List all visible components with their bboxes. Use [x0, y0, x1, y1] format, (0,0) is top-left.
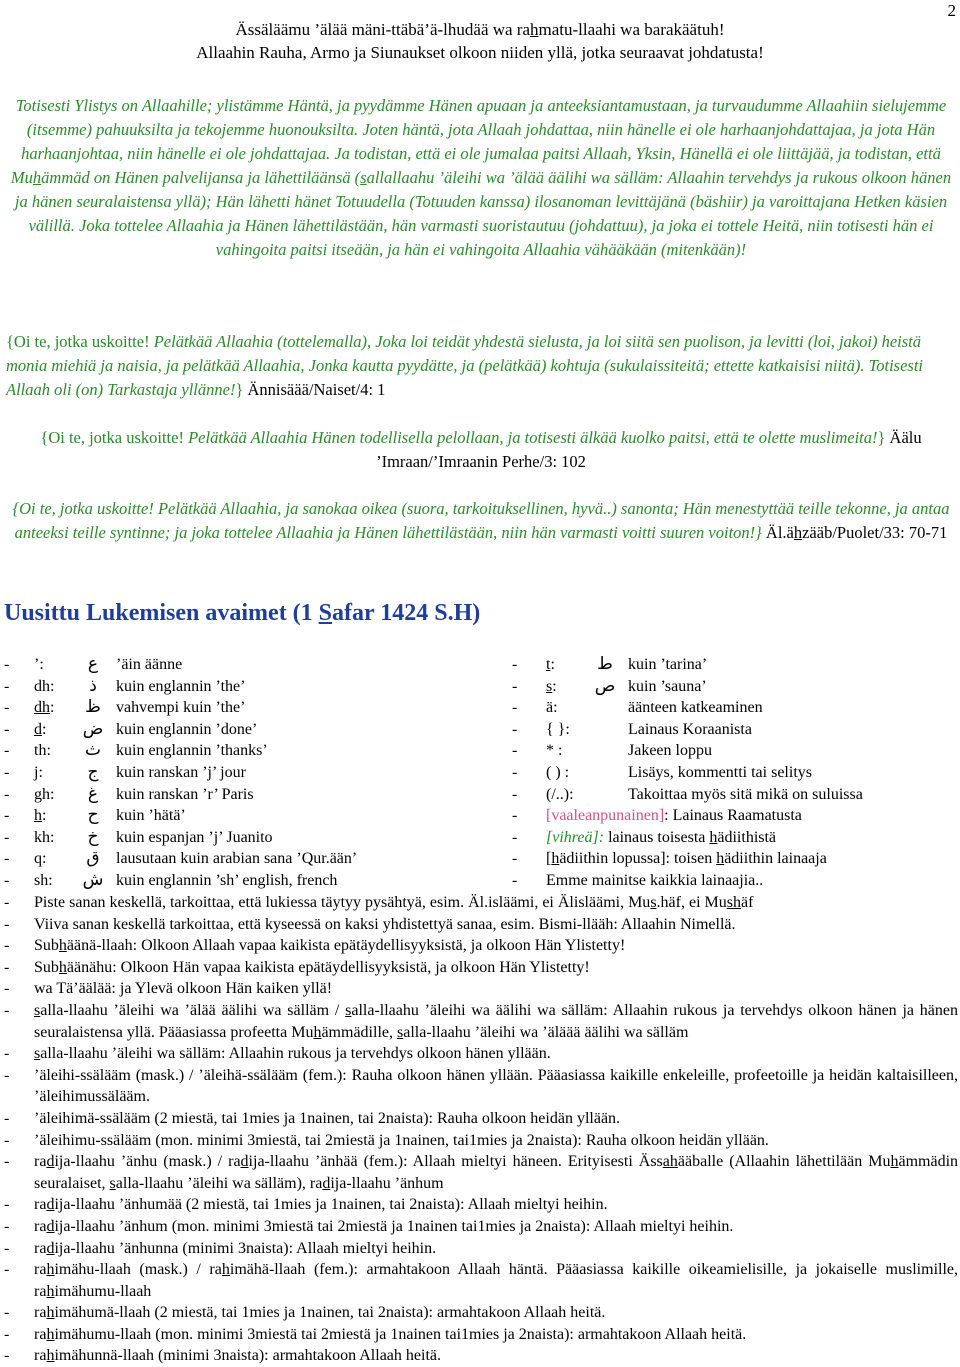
- glossary-text: ija-llaahu ’änhu (mask.) / ra: [54, 1153, 241, 1171]
- intro-sentence-4: Joka tottelee Allaahia ja Hänen lähettilästään, hän varmasti suoristautuu (johdattuu), ja joka ei tottele Heitä, niin totisesti hän ei vahingoita paitsi itseään, ja hän ei vahingoita Allaahia vähääkään (mitenkään)!: [79, 216, 934, 259]
- key-letter-text: dh: [34, 699, 50, 717]
- key-row: [512, 870, 957, 892]
- text-fragment-underlined: s: [360, 168, 367, 187]
- glossary-text: imähunnä-llaah (minimi 3naista): armahtakoon Allaah heitä.: [54, 1347, 441, 1365]
- glossary-text: alla-llaahu ’äleihi wa sälläm), ra: [115, 1174, 323, 1192]
- glossary-text-underlined: d: [240, 1153, 249, 1171]
- glossary-text: ämmädille,: [321, 1023, 397, 1041]
- key-letter-text: dh:: [34, 677, 55, 695]
- key-dash: -: [512, 699, 518, 717]
- glossary-text-underlined: d: [46, 1239, 55, 1257]
- glossary-dash: -: [4, 1239, 10, 1257]
- key-row: [512, 784, 957, 806]
- verse-lead: Oi te, jotka uskoitte!: [48, 428, 184, 447]
- greeting-line-1: [60, 18, 900, 41]
- glossary-text-underlined: h: [58, 958, 67, 976]
- key-dash: -: [512, 828, 518, 846]
- glossary-dash: -: [4, 1045, 10, 1063]
- key-entry-text: ädiithistä: [717, 828, 777, 846]
- key-row: [512, 719, 957, 741]
- glossary-text: alla-llaahu ’äleihi wa ’älää äälihi wa sälläm /: [40, 1001, 346, 1019]
- glossary-text: ääballe (Allaahin lähettilään Mu: [677, 1153, 891, 1171]
- key-entry-text-underlined: h: [716, 850, 725, 868]
- glossary-text-underlined: sh: [726, 894, 741, 911]
- glossary-text: Piste sanan keskellä, tarkoittaa, että lukiessa täytyy pysähtyä, esim. Äl.isläämi, ei Älisläämi, Mu: [34, 894, 651, 911]
- glossary-text-underlined: h: [58, 937, 67, 955]
- key-letter-text: ( ) :: [546, 763, 570, 781]
- glossary-text-underlined: s: [109, 1174, 116, 1192]
- glossary-text: ija-llaahu ’änhum (mon. minimi 3miestä tai 2miestä ja 1nainen tai1mies ja 2naista): Allaah mieltyi heihin.: [54, 1217, 734, 1235]
- glossary-item: [4, 1345, 958, 1367]
- key-dash: -: [4, 656, 10, 673]
- greeting-header: [60, 18, 900, 64]
- glossary-text: ra: [34, 1217, 47, 1235]
- key-dash: -: [512, 720, 518, 738]
- key-description: kuin ’hätä’: [116, 807, 186, 825]
- glossary-item: [4, 1302, 958, 1324]
- key-description: vahvempi kuin ’the’: [116, 699, 246, 717]
- glossary-text: ija-llaahu ’änhunna (minimi 3naista): Allaah mieltyi heihin.: [54, 1239, 437, 1257]
- intro-sentence-2: Joten häntä, jota Allaah johdattaa, niin hänelle ei ole harhaanjohdattajaa, ja jota Hän harhaanjohtaa, niin hänelle ei ole johdattajaa.: [21, 120, 936, 163]
- arabic-letter: ج: [87, 761, 99, 782]
- key-dash: -: [512, 785, 518, 803]
- key-dash: -: [4, 828, 10, 846]
- glossary-text-underlined: ah: [662, 1153, 678, 1171]
- key-letter-text: s: [546, 677, 553, 695]
- key-description: lausutaan kuin arabian sana ’Qur.ään’: [116, 850, 358, 868]
- glossary-dash: -: [4, 1196, 10, 1214]
- verse-lead: Oi te, jotka uskoitte!: [13, 332, 150, 351]
- key-dash: -: [4, 763, 10, 781]
- key-dash: -: [512, 850, 518, 868]
- title-fragment-underlined: S: [318, 600, 333, 626]
- glossary-text: Sub: [34, 958, 59, 976]
- key-row: [512, 848, 957, 870]
- key-letter-text: { }:: [546, 720, 570, 738]
- key-row: [4, 784, 494, 806]
- arabic-letter: ص: [594, 675, 616, 696]
- glossary-item: [4, 1194, 958, 1216]
- glossary-text-underlined: h: [46, 1282, 55, 1300]
- glossary-item: [4, 1216, 958, 1238]
- reading-key-left-column: [4, 654, 494, 892]
- quran-verse-3: [6, 497, 956, 545]
- glossary-text-underlined: h: [46, 1304, 55, 1322]
- key-description: kuin espanjan ’j’ Juanito: [116, 828, 273, 846]
- key-letter: [34, 762, 70, 784]
- text-fragment: allallaahu ’äleihi wa ’älää äälihi wa sälläm: Allaahin tervehdys ja rukous olkoon hänen ja hänen seuralaistensa yllä); Hän lähetti hänet Totuudella (Totuuden kanssa) ilosanoman levittäjänä (bäshiir) ja varoittajana Hetken käsien välillä.: [14, 168, 952, 235]
- glossary-text: imähumu-llaah (mon. minimi 3miestä tai 2miestä ja 1nainen tai1mies ja 2naista): armahtakoon Allaah heitä.: [54, 1325, 747, 1343]
- glossary-item: [4, 957, 958, 979]
- glossary-text-underlined: s: [650, 894, 657, 911]
- glossary-text-underlined: h: [221, 1261, 230, 1279]
- arabic-letter: خ: [87, 826, 99, 847]
- glossary-text: ra: [34, 1261, 47, 1279]
- key-description: kuin englannin ’done’: [116, 720, 258, 738]
- intro-sentence-1: Totisesti Ylistys on Allaahille; ylistämme Häntä, ja pyydämme Hänen apuaan ja anteeksiantamustaan, ja turvaudumme Allaahiin sielujemme (itsemme) pahuuksilta ja tekojemme huonouksilta.: [15, 96, 947, 139]
- key-letter: [546, 784, 582, 806]
- key-entry-text: Emme mainitse kaikkia lainaajia..: [546, 871, 764, 889]
- key-dash: -: [4, 742, 10, 760]
- glossary-text-underlined: s: [34, 1001, 41, 1019]
- key-entry-text: [vihreä]:: [546, 828, 605, 846]
- key-dash: -: [4, 850, 10, 868]
- verse-close-brace: }: [877, 428, 886, 447]
- greeting-text: matu-llaahi wa barakäätuh!: [538, 20, 725, 39]
- arabic-letter: ق: [86, 848, 100, 869]
- glossary-text-underlined: d: [46, 1217, 55, 1235]
- glossary-text-underlined: h: [313, 1023, 322, 1041]
- glossary-item: [4, 1130, 958, 1152]
- text-fragment-underlined: h: [32, 168, 42, 187]
- glossary-text: äänä-llaah: Olkoon Allaah vapaa kaikista epätäydellisyyksistä, ja olkoon Hän Ylistetty!: [66, 937, 626, 955]
- glossary-dash: -: [4, 937, 10, 955]
- key-letter-text: (/..):: [546, 785, 574, 803]
- key-letter-suffix: :: [42, 720, 47, 738]
- glossary-dash: -: [4, 1217, 10, 1235]
- glossary-dash: -: [4, 1325, 10, 1343]
- glossary-item: [4, 914, 958, 936]
- key-letter-text: th:: [34, 742, 51, 760]
- key-row: [4, 805, 494, 827]
- arabic-letter: ث: [84, 740, 101, 761]
- glossary-text: ra: [34, 1196, 47, 1214]
- glossary-text: alla-llaahu ’äleihi wa äälihi wa sälläm: Allaahin rukous ja tervehdys olkoon hänen ja hänen seuralaistensa yllä. Pääasiassa profeetta Mu: [34, 1001, 959, 1041]
- glossary-text: Viiva sanan keskellä tarkoittaa, että kyseessä on kaksi yhdistettyä sanaa, esim. Bismi-llääh: Allaahin Nimellä.: [34, 915, 736, 933]
- key-letter: [546, 719, 582, 741]
- key-description: kuin ranskan ’r’ Paris: [116, 785, 254, 803]
- key-letter: [34, 805, 70, 827]
- text-fragment: Ja todistan, että ei ole jumalaa paitsi Allaah, Yksin, Hänellä ei ole liittäjää, ja todistan, että Mu: [10, 144, 941, 187]
- glossary-text: alla-llaahu ’äleihi wa ’äläää äälihi wa sälläm: [403, 1023, 689, 1041]
- glossary-text-underlined: s: [34, 1045, 41, 1063]
- key-letter-text: h: [34, 807, 42, 825]
- key-dash: -: [512, 656, 518, 673]
- key-letter-text: ’:: [34, 656, 44, 673]
- key-letter-text: q:: [34, 850, 47, 868]
- glossary-text-underlined: s: [345, 1001, 352, 1019]
- key-dash: -: [4, 720, 10, 738]
- glossary-text-underlined: d: [322, 1174, 331, 1192]
- title-fragment: afar 1424 S.H): [332, 600, 481, 626]
- key-description: kuin englannin ’the’: [116, 677, 246, 695]
- key-row: [4, 827, 494, 849]
- glossary-text-underlined: h: [46, 1261, 55, 1279]
- key-letter-text: sh:: [34, 871, 53, 889]
- glossary-item: [4, 978, 958, 1000]
- glossary-text: ra: [34, 1304, 47, 1322]
- key-dash: -: [512, 677, 518, 695]
- key-letter: [546, 740, 582, 762]
- verse-text: Pelätkää Allaahia (tottelemalla), Joka loi teidät yhdestä sielusta, ja loi siitä sen puolison, ja levitti (loi, jakoi) heistä monia miehiä ja naisia, ja pelätkää Allaahia, Jonka kautta pyydätte, ja (pelätkää) kohtuja (sukulaissiteitä; ettette katkaisisi niitä). Totisesti Allaah oli (on) Tarkastaja yllänne!: [6, 332, 923, 399]
- key-entry-text: [vaaleanpunainen]: [546, 807, 665, 825]
- key-dash: -: [512, 742, 518, 760]
- glossary-text: .häf, ei Mu: [656, 894, 727, 911]
- greeting-text: Ässäläämu ’älää mäni-ttäbä’ä-lhudää wa ra: [235, 20, 531, 39]
- verse-text: Pelätkää Allaahia Hänen todellisella pelollaan, ja totisesti älkää kuolko paitsi, että te olette muslimeita!: [188, 428, 878, 447]
- glossary-item: [4, 1043, 958, 1065]
- key-row: [512, 805, 957, 827]
- verse-reference: Ännisäää/Naiset/4: 1: [247, 380, 386, 399]
- key-description: kuin englannin ’sh’ english, french: [116, 871, 338, 889]
- arabic-letter: ظ: [85, 697, 101, 718]
- key-dash: -: [4, 677, 10, 695]
- glossary-text: äänähu: Olkoon Hän vapaa kaikista epätäydellisyyksistä, ja olkoon Hän Ylistetty!: [66, 958, 590, 976]
- glossary-item: [4, 892, 958, 914]
- key-letter-suffix: :: [42, 807, 47, 825]
- key-letter-text: d: [34, 720, 42, 738]
- glossary-text: ra: [34, 1239, 47, 1257]
- key-row: [4, 870, 494, 892]
- glossary-text: ra: [34, 1325, 47, 1343]
- glossary-item: [4, 1259, 958, 1302]
- reading-key-right-column: [512, 654, 957, 892]
- glossary-item: [4, 935, 958, 957]
- title-fragment: Uusittu Lukemisen avaimet (1: [4, 600, 319, 626]
- arabic-letter: ذ: [89, 675, 97, 696]
- key-entry-text: lainaus toisesta: [604, 828, 710, 846]
- greeting-text-underlined: h: [530, 20, 539, 39]
- key-letter-text: * :: [546, 742, 563, 760]
- key-letter: [34, 784, 70, 806]
- key-description: äänteen katkeaminen: [628, 699, 763, 717]
- glossary-text-underlined: d: [46, 1153, 55, 1171]
- key-letter: [34, 740, 70, 762]
- key-row: [4, 762, 494, 784]
- verse-text: Pelätkää Allaahia, ja sanokaa oikea (suora, tarkoituksellinen, hyvä..) sanonta; Hän menestyttää teille tekonne, ja antaa anteeksi teille syntinne; ja joka tottelee Allaahia ja Hänen lähettilästään, niin hän varmasti voitti suuren voiton!: [14, 499, 950, 542]
- glossary-text: Sub: [34, 937, 59, 955]
- key-description: Lainaus Koraanista: [628, 720, 752, 738]
- key-dash: -: [4, 699, 10, 717]
- key-dash: -: [4, 807, 10, 825]
- page-number: 2: [947, 1, 956, 20]
- ref-fragment: zääb/Puolet/33: 70-71: [802, 523, 948, 542]
- key-letter-suffix: :: [552, 677, 557, 695]
- glossary-dash: -: [4, 1001, 10, 1019]
- key-row: [512, 740, 957, 762]
- key-letter: [34, 870, 70, 892]
- glossary-dash: -: [4, 958, 10, 976]
- key-row: [4, 676, 494, 698]
- key-letter: [34, 654, 70, 676]
- section-title: [4, 598, 480, 628]
- glossary-text: imähä-llaah (fem.): armahtakoon Allaah häntä. Pääasiassa kaikille oikeamielisille, ja jokaiselle muslimille, ra: [34, 1261, 959, 1300]
- intro-paragraph: [6, 94, 956, 262]
- glossary-text: imähu-llaah (mask.) / ra: [54, 1261, 222, 1279]
- key-row: [4, 719, 494, 741]
- quran-verse-2: [6, 426, 956, 474]
- arabic-letter: ع: [87, 654, 99, 674]
- glossary-text: ra: [34, 1347, 47, 1365]
- verse-open-brace: {: [6, 332, 14, 351]
- glossary-dash: -: [4, 1304, 10, 1322]
- glossary-dash: -: [4, 1153, 10, 1171]
- key-entry-text-underlined: h: [551, 850, 560, 868]
- glossary-text-underlined: h: [890, 1153, 899, 1171]
- verse-close-brace: }: [755, 523, 762, 542]
- glossary-item: [4, 1238, 958, 1260]
- key-letter-text: gh:: [34, 785, 55, 803]
- key-description: kuin ranskan ’j’ jour: [116, 763, 246, 781]
- key-row: [4, 697, 494, 719]
- key-dash: -: [512, 763, 518, 781]
- key-description: Lisäys, kommentti tai selitys: [628, 763, 812, 781]
- glossary-dash: -: [4, 1347, 10, 1365]
- key-entry-text: ädiithin lopussa]: toisen: [559, 850, 717, 868]
- key-description: Jakeen loppu: [628, 742, 712, 760]
- glossary-text-underlined: d: [46, 1196, 55, 1214]
- key-letter: [34, 697, 70, 719]
- glossary-dash: -: [4, 1109, 10, 1127]
- key-entry-text-underlined: h: [709, 828, 718, 846]
- arabic-letter: ح: [87, 805, 99, 826]
- key-row: [512, 762, 957, 784]
- glossary-dash: -: [4, 1066, 10, 1084]
- quran-verse-1: [6, 330, 956, 402]
- key-row: [4, 740, 494, 762]
- arabic-letter: ش: [82, 869, 104, 890]
- glossary-dash: -: [4, 915, 10, 933]
- key-letter-suffix: :: [50, 699, 55, 717]
- key-letter: [546, 697, 582, 719]
- ref-fragment: Äl.ä: [765, 523, 794, 542]
- verse-reference: Äälu ’Imraan/’Imraanin Perhe/3: 102: [376, 428, 922, 471]
- glossary-text: imähumu-llaah: [54, 1282, 152, 1300]
- key-letter-text: t: [546, 656, 551, 673]
- key-letter: [546, 762, 582, 784]
- glossary-text: ämmädin seuralaiset,: [34, 1153, 959, 1192]
- glossary-text: äf: [740, 894, 754, 911]
- key-row: [4, 848, 494, 870]
- key-description: kuin englannin ’thanks’: [116, 742, 268, 760]
- key-description: kuin ’sauna’: [628, 677, 707, 695]
- key-entry-text: : Lainaus Raamatusta: [664, 807, 802, 825]
- verse-reference: [766, 523, 947, 542]
- key-dash: -: [4, 871, 10, 889]
- glossary-item: [4, 1065, 958, 1108]
- key-letter: [546, 676, 582, 698]
- verse-close-brace: }: [235, 380, 244, 399]
- key-letter: [34, 719, 70, 741]
- key-letter-text: kh:: [34, 828, 55, 846]
- glossary-item: [4, 1108, 958, 1130]
- glossary-text: ’äleihimu-ssälääm (mon. minimi 3miestä, tai 2miestä ja 1nainen, tai1mies ja 2naista): Rauha olkoon heidän yllään.: [34, 1131, 769, 1149]
- glossary-dash: -: [4, 1131, 10, 1149]
- arabic-letter: ض: [82, 718, 104, 739]
- arabic-letter: ط: [597, 654, 613, 674]
- glossary-text: alla-llaahu ’äleihi wa sälläm: Allaahin rukous ja tervehdys olkoon hänen yllään.: [40, 1045, 551, 1063]
- glossary-item: [4, 1151, 958, 1194]
- key-description: Takoittaa myös sitä mikä on suluissa: [628, 785, 863, 803]
- glossary-dash: -: [4, 894, 10, 911]
- key-row: [512, 676, 957, 698]
- glossary-text: ’äleihi-ssälääm (mask.) / ’äleihä-ssälääm (fem.): Rauha olkoon hänen yllään. Pääasiassa kaikille enkeleille, profeetoille ja heidän kaltaisilleen, ’äleihimussälääm.: [34, 1066, 958, 1106]
- arabic-letter: غ: [87, 783, 99, 804]
- greeting-line-2: Allaahin Rauha, Armo ja Siunaukset olkoon niiden yllä, jotka seuraavat johdatusta!: [196, 43, 764, 62]
- glossary-text: ija-llaahu ’änhumää (2 miestä, tai 1mies ja 1nainen, tai 2naista): Allaah mieltyi heihin.: [54, 1196, 608, 1214]
- key-row: [512, 697, 957, 719]
- glossary-item: [4, 1324, 958, 1346]
- text-fragment: ämmäd on Hänen palvelijansa ja lähettiläänsä (: [41, 168, 361, 187]
- key-dash: -: [4, 785, 10, 803]
- key-letter-suffix: :: [38, 763, 43, 781]
- glossary-item: [4, 1000, 958, 1043]
- glossary-text: ra: [34, 1153, 47, 1171]
- glossary-text-underlined: s: [396, 1023, 404, 1041]
- key-row: [512, 654, 957, 676]
- glossary-text: ’äleihimä-ssälääm (2 miestä, tai 1mies ja 1nainen, tai 2naista): Rauha olkoon heidän yllään.: [34, 1109, 621, 1127]
- key-row: [512, 827, 957, 849]
- glossary-text-underlined: h: [46, 1325, 55, 1343]
- key-description: kuin ’tarina’: [628, 656, 708, 673]
- glossary-text: ija-llaahu ’änhää (fem.): Allaah mieltyi häneen. Erityisesti Äss: [248, 1153, 663, 1171]
- verse-open-brace: {: [12, 499, 20, 518]
- key-dash: -: [512, 871, 518, 889]
- ref-fragment-underlined: h: [793, 523, 803, 542]
- glossary-dash: -: [4, 980, 10, 998]
- verse-lead: Oi te, jotka uskoitte!: [19, 499, 154, 518]
- glossary-dash: -: [4, 1261, 10, 1279]
- key-row: [4, 654, 494, 676]
- key-dash: -: [512, 807, 518, 825]
- key-letter: [34, 676, 70, 698]
- key-entry-text: ädiithin lainaaja: [724, 850, 827, 868]
- glossary-text: imähumä-llaah (2 miestä, tai 1mies ja 1nainen, tai 2naista): armahtakoon Allaah heitä.: [54, 1304, 606, 1322]
- glossary-list: [4, 892, 958, 1367]
- glossary-text: wa Tä’äälää: ja Ylevä olkoon Hän kaiken yllä!: [34, 980, 333, 998]
- glossary-text-underlined: h: [46, 1347, 55, 1365]
- key-description: ’äin äänne: [116, 656, 183, 673]
- key-letter: [546, 654, 582, 676]
- key-letter: [34, 827, 70, 849]
- verse-open-brace: {: [40, 428, 49, 447]
- key-entry-text: [: [546, 850, 552, 868]
- key-letter: [34, 848, 70, 870]
- key-letter-suffix: :: [550, 656, 555, 673]
- key-letter-text: ä:: [546, 699, 558, 717]
- key-letter-text: j: [34, 763, 39, 781]
- glossary-text: ija-llaahu ’änhum: [330, 1174, 444, 1192]
